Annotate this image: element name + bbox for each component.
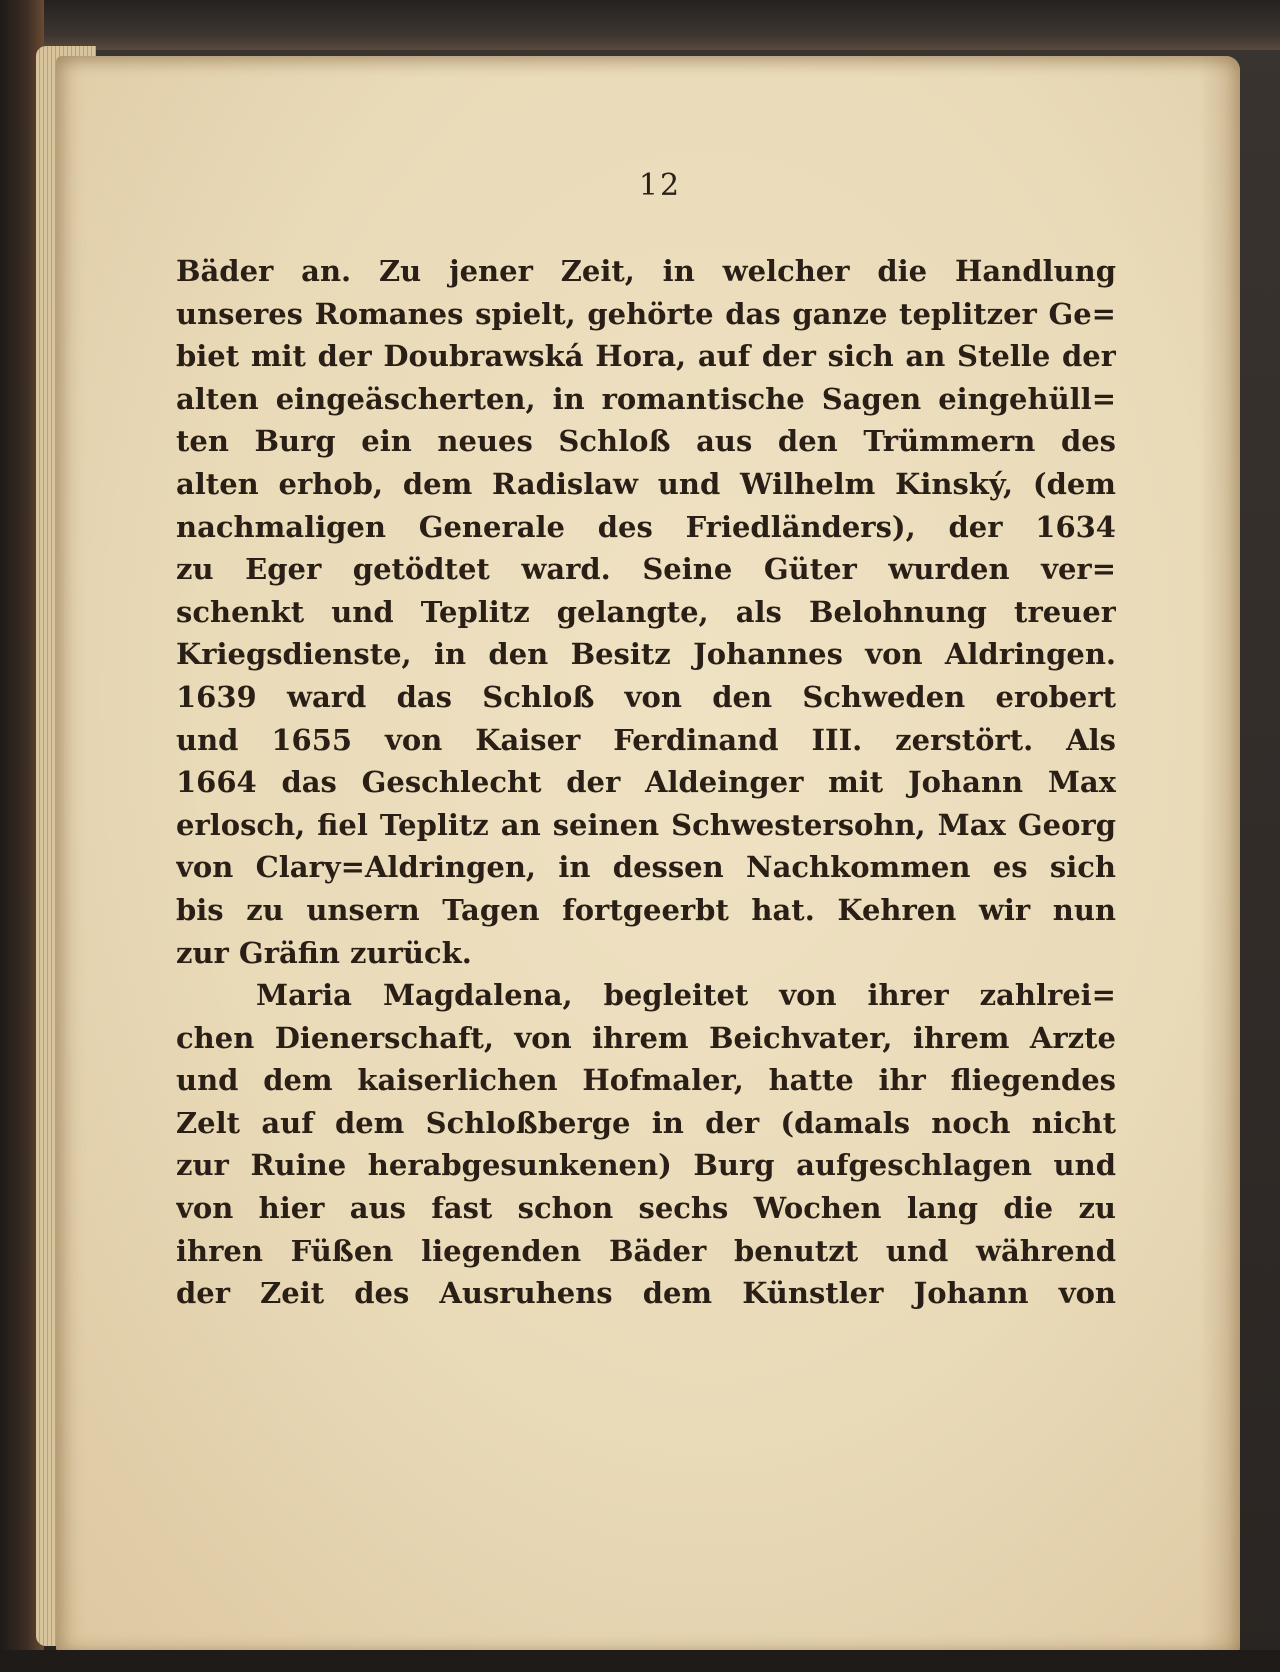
text-line: erlosch, fiel Teplitz an seinen Schwestersohn, Max Georg [176, 807, 1116, 842]
text-line: von hier aus fast schon sechs Wochen lang die zu [176, 1191, 1116, 1226]
text-line: ten Burg ein neues Schloß aus den Trümmern des [176, 424, 1116, 459]
text-line: Kriegsdienste, in den Besitz Johannes von Aldringen. [176, 637, 1116, 672]
page-right-shadow [1200, 56, 1240, 1652]
text-line: zu Eger getödtet ward. Seine Güter wurden ver= [176, 552, 1116, 587]
text-line: Bäder an. Zu jener Zeit, in welcher die Handlung [176, 254, 1116, 288]
text-line: schenkt und Teplitz gelangte, als Belohnung treuer [176, 594, 1116, 629]
text-line: nachmaligen Generale des Friedländers), der 1634 [176, 509, 1116, 544]
text-line: 1664 das Geschlecht der Aldeinger mit Johann Max [176, 765, 1116, 800]
text-line: Zelt auf dem Schloßberge in der (damals noch nicht [176, 1105, 1116, 1140]
text-line: chen Dienerschaft, von ihrem Beichvater, ihrem Arzte [176, 1020, 1116, 1055]
text-line: bis zu unsern Tagen fortgeerbt hat. Kehren wir nun [176, 892, 1116, 927]
text-line: alten eingeäscherten, in romantische Sagen eingehüll= [176, 381, 1116, 416]
text-line: alten erhob, dem Radislaw und Wilhelm Kinský, (dem [176, 466, 1116, 501]
text-line: zur Ruine herabgesunkenen) Burg aufgeschlagen und [176, 1148, 1116, 1183]
text-line: biet mit der Doubrawská Hora, auf der sich an Stelle der [176, 339, 1116, 374]
text-line: 1639 ward das Schloß von den Schweden erobert [176, 679, 1116, 714]
scan-bottom-edge [0, 1650, 1280, 1672]
book-cover-top-edge [0, 0, 1280, 50]
text-line: unseres Romanes spielt, gehörte das ganze teplitzer Ge= [176, 296, 1116, 331]
text-line: und 1655 von Kaiser Ferdinand III. zerstört. Als [176, 722, 1116, 757]
paragraph-start-line: Maria Magdalena, begleitet von ihrer zahlrei= [256, 978, 1116, 1013]
text-line: von Clary=Aldringen, in dessen Nachkommen es sich [176, 850, 1116, 885]
text-line: ihren Füßen liegenden Bäder benutzt und während [176, 1233, 1116, 1268]
page-number: 12 [638, 168, 682, 203]
text-line: und dem kaiserlichen Hofmaler, hatte ihr fliegendes [176, 1063, 1116, 1098]
paragraph-end-line: zur Gräfin zurück. [176, 935, 472, 970]
text-line: der Zeit des Ausruhens dem Künstler Johann von [176, 1276, 1116, 1311]
body-text [176, 250, 1116, 1315]
